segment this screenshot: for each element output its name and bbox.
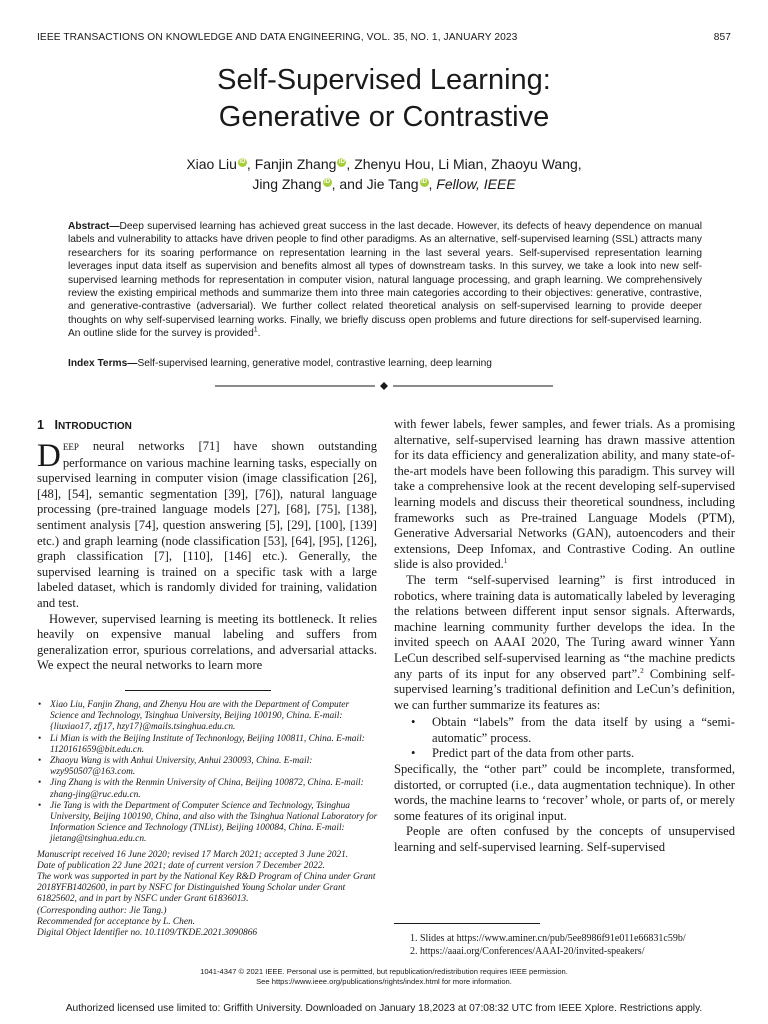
page-number: 857 — [713, 32, 731, 43]
journal-name: IEEE TRANSACTIONS ON KNOWLEDGE AND DATA ENGINEERING, VOL. 35, NO. 1, JANUARY 2023 — [37, 32, 518, 43]
list-item: • Predict part of the data from other parts. — [394, 746, 735, 762]
author-line-1: Xiao Liu iD , Fanjin Zhang iD , Zhenyu Hou, Li Mian, Zhaoyu Wang, — [186, 156, 582, 172]
abstract: Abstract—Deep supervised learning has achieved great success in the last decade. However, its defects of heavy dependence on manual labels and vulnerability to attacks have driven people to find other paradigms. As an alternative, self-supervised learning (SSL) attracts many researchers for its soaring performance on representation learning in the last several years. Self-supervised representation learning leverages input data itself as supervision and benefits almost all types of downstream tasks. In this survey, we take a look into new self-supervised learning methods for representation in computer vision, natural language processing, and graph learning. We comprehensively review the existing empirical methods and summarize them into three main categories according to their objectives: generative, contrastive, and generative-contrastive (adversarial). We further collect related theoretical analysis on self-supervised learning to provide deeper thoughts on why self-supervised learning works. Finally, we briefly discuss open problems and future directions for self-supervised learning. An outline slide for the survey is provided$^1$. — [68, 221, 702, 340]
corresponding-author: (Corresponding author: Jie Tang.) — [37, 905, 167, 916]
affiliation-item: • Xiao Liu, Fanjin Zhang, and Zhenyu Hou are with the Department of Computer Science and Technology, Tsinghua University, Beijing 100190, China. E-mail: {liuxiao17, zfj17, hzy17}@mails.tsinghua.edu.cn. — [37, 700, 379, 734]
orcid-icon[interactable]: iD — [338, 159, 345, 166]
drop-cap: D — [37, 438, 61, 474]
running-header — [37, 32, 731, 43]
license-notice: Authorized licensed use limited to: Griffith University. Downloaded on January 18,2023 at 07:08:32 UTC from IEEE Xplore. Restrictions apply. — [65, 1003, 703, 1014]
author-name: Zhenyu Hou, Li Mian, Zhaoyu Wang, — [354, 156, 582, 172]
index-terms-text: Self-supervised learning, generative model, contrastive learning, deep learning — [137, 358, 492, 369]
fellow-designation: Fellow, IEEE — [436, 176, 516, 192]
index-terms: Index Terms—Self-supervised learning, generative model, contrastive learning, deep learning — [68, 358, 492, 369]
paragraph: with fewer labels, fewer samples, and fewer trials. As a promising alternative, self-supervised learning has drawn massive attention for its data efficiency and generalization ability, and many state-of-the-art models have been following this paradigm. This survey will take a comprehensive look at the recent developing self-supervised learning models and discuss their theoretical soundness, including frameworks such as Pre-trained Language Models (PTM), Generative Adversarial Networks (GAN), autoencoders and their extensions, Deep Infomax, and Contrastive Coding. An outline slide is also provided.$^1$ — [394, 417, 735, 572]
funding-note: The work was supported in part by the National Key R&D Program of China under Grant 2018YFB1402600, in part by NSFC for Distinguished Young Scholar under Grant 61825602, and in part by NSFC under Grant 61836013. — [37, 872, 376, 905]
orcid-icon[interactable]: iD — [421, 179, 428, 186]
manuscript-received: Manuscript received 16 June 2020; revised 17 March 2021; accepted 3 June 2021. — [37, 849, 349, 860]
affiliation-item: • Zhaoyu Wang is with Anhui University, Anhui 230093, China. E-mail: wzy950507@163.com. — [37, 756, 379, 778]
feature-list — [394, 715, 735, 762]
url-footnotes — [410, 932, 740, 958]
abstract-label: Abstract — [68, 221, 110, 232]
footnote-2[interactable]: 2. https://aaai.org/Conferences/AAAI-20/invited-speakers/ — [410, 946, 645, 957]
paragraph: DEEP neural networks [71] have shown outstanding performance on various machine learning tasks, especially on supervised learning in computer vision (image classification [26], [48], [54], semantic segmentation [39], [76]), natural language processing (pre-trained language models [27], [68], [75], [138], sentiment analysis [74], question answering [5], [29], [100], [139] etc.) and graph learning (node classification [53], [64], [95], [126], graph classification [7], [110], [146] etc.). Generally, the supervised learning is trained on a specific task with a large labeled dataset, which is randomly divided for training, validation and test. — [37, 438, 377, 610]
publication-date: Date of publication 22 June 2021; date of current version 7 December 2022. — [37, 860, 325, 871]
author-name: Fanjin Zhang — [254, 156, 337, 172]
affiliation-item: • Li Mian is with the Beijing Institute of Technonlogy, Beijing 100811, China. E-mail: 1120161659@bit.edu.cn. — [37, 734, 379, 756]
abstract-text: Deep supervised learning has achieved great success in the last decade. However, its defects of heavy dependence on manual labels and vulnerability to attacks have driven people to find other paradigms. As an alternative, self-supervised learning (SSL) attracts many researchers for its soaring performance on representation learning in the last several years. Self-supervised representation learning leverages input data itself as supervision and benefits almost all types of downstream tasks. In this survey, we take a look into new self-supervised learning methods for representation in computer vision, natural language processing, and graph learning. We comprehensively review the existing empirical methods and summarize them into three main categories according to their objectives: generative, contrastive, and generative-contrastive (adversarial). We further collect related theoretical analysis on self-supervised learning to provide deeper thoughts on why self-supervised learning works. Finally, we briefly discuss open problems and future directions for self-supervised learning. An outline slide for the survey is provided — [68, 221, 702, 340]
footnote-rule — [125, 690, 271, 691]
paper-title — [0, 62, 768, 136]
paragraph: People are often confused by the concepts of unsupervised learning and self-supervised learning. Self-supervised — [394, 824, 735, 855]
diamond-divider-icon — [215, 382, 553, 390]
affiliation-item: • Jing Zhang is with the Renmin University of China, Beijing 100872, China. E-mail: zhang-jing@ruc.edu.cn. — [37, 778, 379, 800]
copyright-notice: 1041-4347 © 2021 IEEE. Personal use is permitted, but republication/redistribution requires IEEE permission. See https://www.ieee.org/publications/rights/index.html for more information. — [200, 967, 568, 986]
author-list — [100, 154, 668, 194]
paragraph: The term “self-supervised learning” is first introduced in robotics, where training data is automatically labeled by leveraging the relations between different input sensor signals. Afterwards, machine learning community further develops the idea. In the invited speech on AAAI 2020, The Turing award winner Yann LeCun described self-supervised learning as “the machine predicts any parts of its input for any observed part”.$^2$ Combining self-supervised learning’s traditional definition and LeCun’s definition, we can further summarize its features as: — [394, 572, 735, 712]
recommended-by: Recommended for acceptance by L. Chen. — [37, 916, 196, 927]
paragraph: Specifically, the “other part” could be incomplete, transformed, distorted, or corrupted (i.e., data augmentation technique). In other words, the machine learns to ‘recover’ whole, or parts of, or merely some features of its original input. — [394, 762, 735, 823]
paragraph: However, supervised learning is meeting its bottleneck. It relies heavily on expensive manual labeling and suffers from generalization error, spurious correlations, and adversarial attacks. We expect the neural networks to learn more — [37, 611, 377, 673]
footnote-rule — [394, 923, 540, 924]
index-terms-label: Index Terms — [68, 358, 128, 369]
title-line-2: Generative or Contrastive — [218, 101, 550, 133]
affiliation-item: • Jie Tang is with the Department of Computer Science and Technology, Tsinghua University, Beijing 100190, China, and also with the Tsinghua National Laboratory for Information Science and Technology (TNList), Beijing 100084, China. E-mail: jietang@tsinghua.edu.cn. — [37, 801, 379, 846]
footnote-marker[interactable]: 1 — [503, 557, 508, 566]
section-heading: 1 INTRODUCTION — [37, 418, 132, 432]
author-name: Jing Zhang — [252, 176, 322, 192]
right-column-body — [394, 417, 735, 856]
doi[interactable]: Digital Object Identifier no. 10.1109/TKDE.2021.3090866 — [37, 928, 258, 939]
orcid-icon[interactable]: iD — [324, 179, 331, 186]
left-column-body — [37, 439, 377, 674]
title-line-1: Self-Supervised Learning: — [217, 64, 551, 96]
footnote-marker[interactable]: 1 — [253, 326, 258, 334]
author-line-2: Jing Zhang iD , and Jie Tang iD , Fellow, IEEE — [252, 176, 516, 192]
author-name: Xiao Liu — [186, 156, 237, 172]
footnote-1[interactable]: 1. Slides at https://www.aminer.cn/pub/5ee8986f91e011e66831c59b/ — [410, 933, 686, 944]
affiliation-footnotes — [37, 700, 379, 939]
author-name: and Jie Tang — [339, 176, 419, 192]
list-item: • Obtain “labels” from the data itself by using a “semi-automatic” process. — [394, 715, 735, 746]
orcid-icon[interactable]: iD — [239, 159, 246, 166]
footnote-marker[interactable]: 2 — [640, 666, 644, 675]
